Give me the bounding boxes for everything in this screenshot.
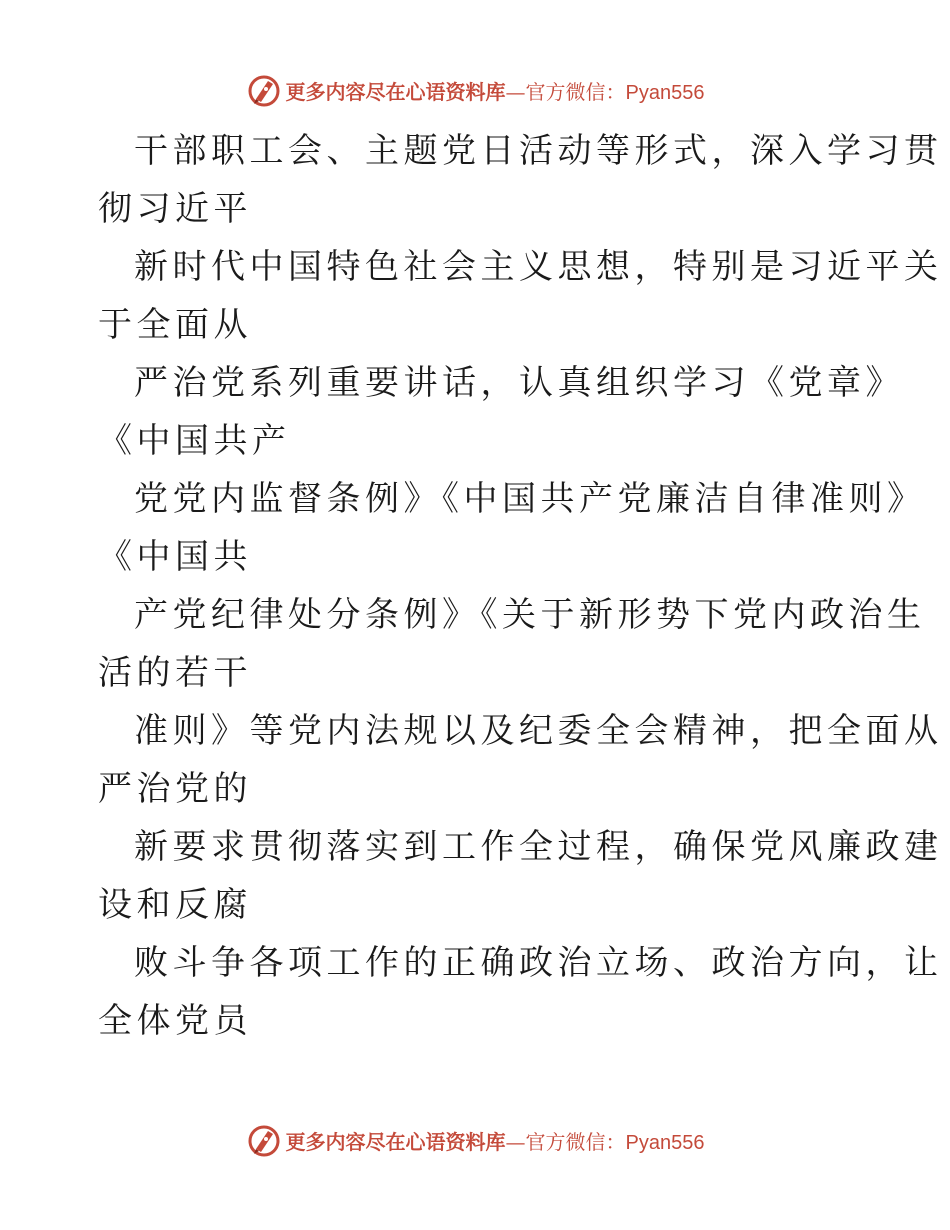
footer-banner xyxy=(0,1120,950,1160)
header-banner xyxy=(0,70,950,110)
body-line: 严治党的 xyxy=(98,769,252,809)
pen-circle-logo-icon xyxy=(246,72,282,108)
footer-wechat-id: Pyan556 xyxy=(625,1131,705,1154)
footer-wechat-label: 官方微信： xyxy=(525,1129,626,1154)
footer-brand: 更多内容尽在心语资料库 xyxy=(285,1129,506,1154)
body-line: 《中国共 xyxy=(98,537,252,577)
body-line: 活的若干 xyxy=(98,653,252,693)
header-banner-text xyxy=(286,76,705,105)
header-wechat-id: Pyan556 xyxy=(625,81,705,104)
body-line: 严治党系列重要讲话，认真组织学习《党章》 xyxy=(134,363,904,403)
body-line: 设和反腐 xyxy=(98,885,252,925)
header-dash: — xyxy=(505,79,526,104)
footer-dash: — xyxy=(505,1129,526,1154)
body-line: 彻习近平 xyxy=(98,189,252,229)
body-line: 新时代中国特色社会主义思想，特别是习近平关 xyxy=(134,247,943,287)
body-line: 干部职工会、主题党日活动等形式，深入学习贯 xyxy=(134,131,943,171)
body-line: 败斗争各项工作的正确政治立场、政治方向，让 xyxy=(134,943,943,983)
footer-banner-text xyxy=(286,1126,705,1155)
body-line: 准则》等党内法规以及纪委全会精神，把全面从 xyxy=(134,711,943,751)
body-line: 于全面从 xyxy=(98,305,252,345)
pen-circle-logo-icon xyxy=(246,1122,282,1158)
body-line: 产党纪律处分条例》《关于新形势下党内政治生 xyxy=(134,595,926,635)
header-brand: 更多内容尽在心语资料库 xyxy=(285,79,506,104)
document-body xyxy=(98,122,943,1050)
body-line: 《中国共产 xyxy=(98,421,291,461)
body-line: 全体党员 xyxy=(98,1001,252,1041)
body-line: 新要求贯彻落实到工作全过程，确保党风廉政建 xyxy=(134,827,943,867)
body-line: 党党内监督条例》《中国共产党廉洁自律准则》 xyxy=(134,479,926,519)
header-wechat-label: 官方微信： xyxy=(525,79,626,104)
